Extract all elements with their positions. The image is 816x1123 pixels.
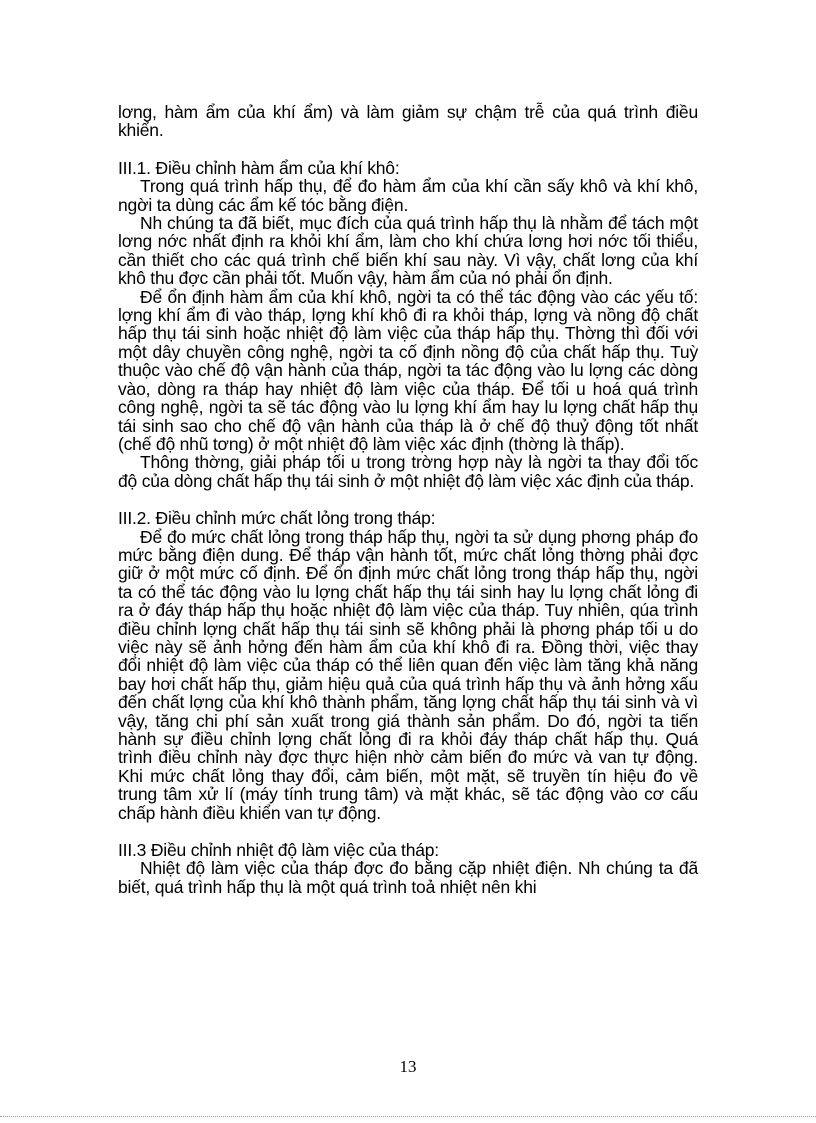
section-2-heading: III.2. Điều chỉnh mức chất lỏng trong tháp: <box>118 508 436 529</box>
section-1-heading: III.1. Điều chỉnh hàm ẩm của khí khô: <box>118 157 400 178</box>
spacer <box>118 490 698 509</box>
page-body <box>118 103 698 896</box>
section-1-paragraph-4: Thông thờng, giải pháp tối u trong trờng hợp này là ngời ta thay đổi tốc độ của dòng chất hấp thụ tái sinh ở một nhiệt độ làm việc xác định của tháp. <box>118 452 698 491</box>
section-3-paragraph-1: Nhiệt độ làm việc của tháp đợc đo bằng cặp nhiệt điện. Nh chúng ta đã biết, quá trình hấp thụ là một quá trình toả nhiệt nên khi <box>118 858 698 897</box>
section-2-paragraph-1: Để đo mức chất lỏng trong tháp hấp thụ, ngời ta sử dụng phơng pháp đo mức bằng điện dung. Để tháp vận hành tốt, mức chất lỏng thờng phải đợc giữ ở một mức cố định. Để ổn định mức chất lỏng trong tháp hấp thụ, ngời ta có thể tác động vào lu lợng chất hấp thụ tái sinh hay lu lợng chất lỏng đi ra ở đáy tháp hấp thụ hoặc nhiệt độ làm việc của tháp. Tuy nhiên, qúa trình điều chỉnh lợng chất hấp thụ tái sinh sẽ không phải là phơng pháp tối u do việc này sẽ ảnh hởng đến hàm ẩm của khí khô đi ra. Đồng thời, việc thay đổi nhiệt độ làm việc của tháp có thể liên quan đến việc làm tăng khả năng bay hơi chất hấp thụ, giảm hiệu quả của quá trình hấp thụ và ảnh hởng xấu đến chất lợng của khí khô thành phẩm, tăng lợng chất hấp thụ tái sinh và vì vậy, tăng chi phí sản xuất trong giá thành sản phẩm. Do đó, ngời ta tiến hành sự điều chỉnh lợng chất lỏng đi ra khỏi đáy tháp chất hấp thụ. Quá trình điều chỉnh này đợc thực hiện nhờ cảm biến đo mức và van tự động. Khi mức chất lỏng thay đổi, cảm biến, một mặt, sẽ truyền tín hiệu đo về trung tâm xử lí (máy tính trung tâm) và mặt khác, sẽ tác động vào cơ cấu chấp hành điều khiển van tự động. <box>118 526 698 823</box>
section-1-paragraph-1: Trong quá trình hấp thụ, để đo hàm ẩm của khí cần sấy khô và khí khô, ngời ta dùng các ẩm kế tóc bằng điện. <box>118 176 698 215</box>
intro-paragraph: lơng, hàm ẩm của khí ẩm) và làm giảm sự chậm trễ của quá trình điều khiển. <box>118 102 698 141</box>
section-1-paragraph-2: Nh chúng ta đã biết, mục đích của quá trình hấp thụ là nhằm để tách một lơng nớc nhất định ra khỏi khí ẩm, làm cho khí chứa lơng hơi nớc tối thiểu, cần thiết cho các quá trình chế biến khí sau này. Vì vậy, chất lơng của khí khô thu đợc cần phải tốt. Muốn vậy, hàm ẩm của nó phải ổn định. <box>118 213 698 289</box>
page-number: 13 <box>399 1057 417 1076</box>
section-1-paragraph-3: Để ổn định hàm ẩm của khí khô, ngời ta có thể tác động vào các yếu tố: lợng khí ẩm đi vào tháp, lợng khí khô đi ra khỏi tháp, lợng và nồng độ chất hấp thụ tái sinh hoặc nhiệt độ làm việc của tháp hấp thụ. Thờng thì đối với một dây chuyền công nghệ, ngời ta cố định nồng độ của chất hấp thụ. Tuỳ thuộc vào chế độ vận hành của tháp, ngời ta tác động vào lu lợng các dòng vào, dòng ra tháp hay nhiệt độ làm việc của tháp. Để tối u hoá quá trình công nghệ, ngời ta sẽ tác động vào lu lợng khí ẩm hay lu lợng chất hấp thụ tái sinh sao cho chế độ vận hành của tháp là ở chế độ thuỷ động tốt nhất (chế độ nhũ tơng) ở một nhiệt độ làm việc xác định (thờng là thấp). <box>118 286 698 454</box>
spacer <box>118 140 698 159</box>
section-3-heading: III.3 Điều chỉnh nhiệt độ làm việc của tháp: <box>118 840 439 861</box>
page-bottom-divider <box>0 1116 816 1117</box>
spacer <box>118 822 698 841</box>
